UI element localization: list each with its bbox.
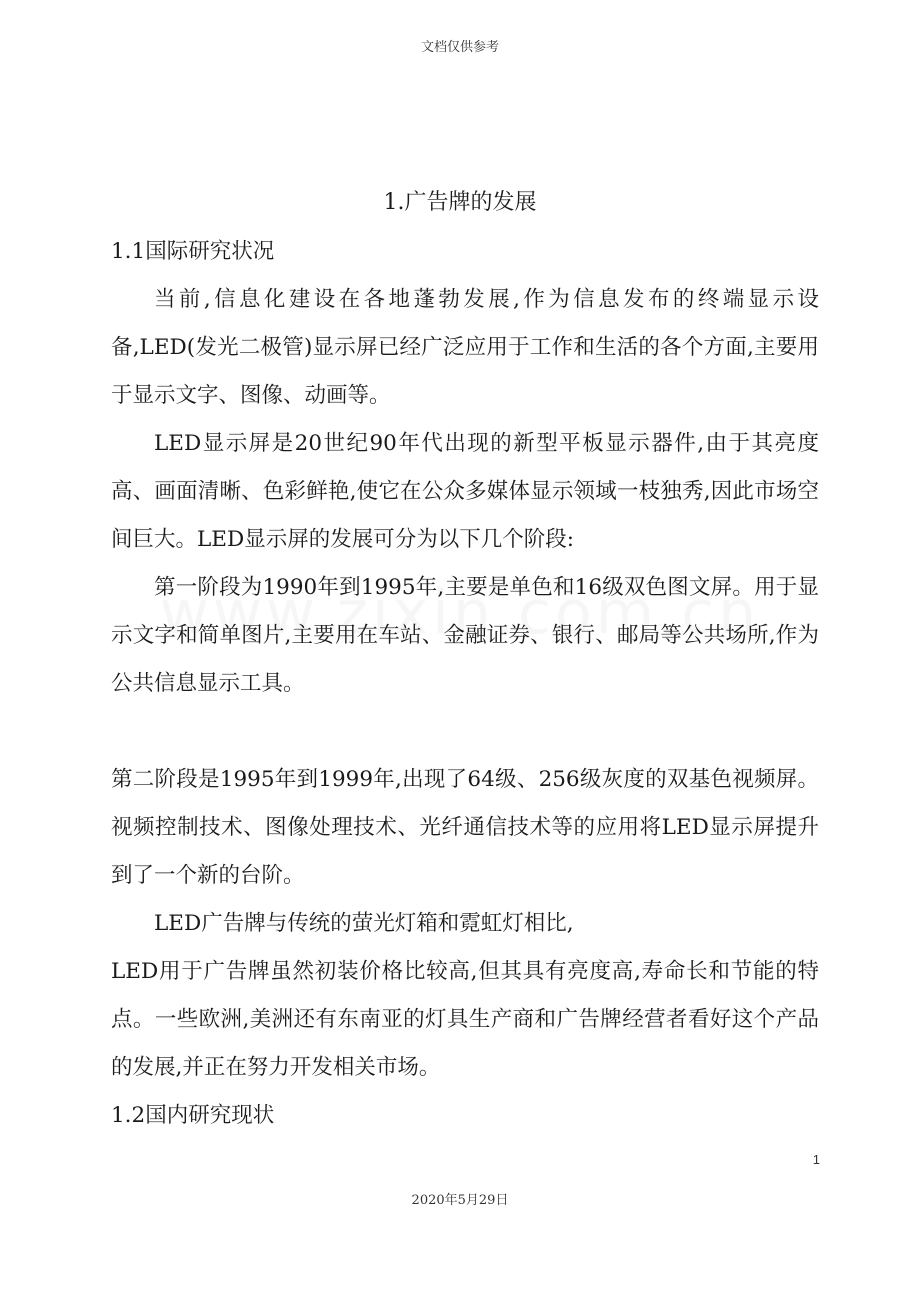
paragraph-4: 第二阶段是1995年到1999年,出现了64级、256级灰度的双基色视频屏。视频控制技术、图像处理技术、光纤通信技术等的应用将LED显示屏提升到了一个新的台阶。	[111, 767, 819, 888]
paragraph-1: 当前,信息化建设在各地蓬勃发展,作为信息发布的终端显示设备,LED(发光二极管)显示屏已经广泛应用于工作和生活的各个方面,主要用于显示文字、图像、动画等。	[111, 287, 819, 408]
paragraph-2: LED显示屏是20世纪90年代出现的新型平板显示器件,由于其亮度高、画面清晰、色彩鲜艳,使它在公众多媒体显示领域一枝独秀,因此市场空间巨大。LED显示屏的发展可分为以下几个阶段:	[111, 431, 819, 552]
paragraph-3: 第一阶段为1990年到1995年,主要是单色和16级双色图文屏。用于显示文字和简单图片,主要用在车站、金融证券、银行、邮局等公共场所,作为公共信息显示工具。	[111, 575, 819, 696]
blank-line	[111, 708, 819, 756]
section-heading-1-2: 1.2国内研究现状	[111, 1103, 275, 1128]
document-body	[111, 228, 819, 1140]
paragraph-5: LED广告牌与传统的萤光灯箱和霓虹灯相比,	[154, 911, 574, 936]
page-header: 文档仅供参考	[420, 40, 499, 55]
document-title: 1.广告牌的发展	[383, 190, 537, 215]
section-heading-1-1: 1.1国际研究状况	[111, 239, 275, 264]
paragraph-6: LED用于广告牌虽然初装价格比较高,但其具有亮度高,寿命长和节能的特点。一些欧洲,美洲还有东南亚的灯具生产商和广告牌经营者看好这个产品的发展,并正在努力开发相关市场。	[111, 959, 819, 1080]
page-number: 1	[812, 1152, 820, 1167]
page-footer-date: 2020年5月29日	[411, 1193, 509, 1208]
